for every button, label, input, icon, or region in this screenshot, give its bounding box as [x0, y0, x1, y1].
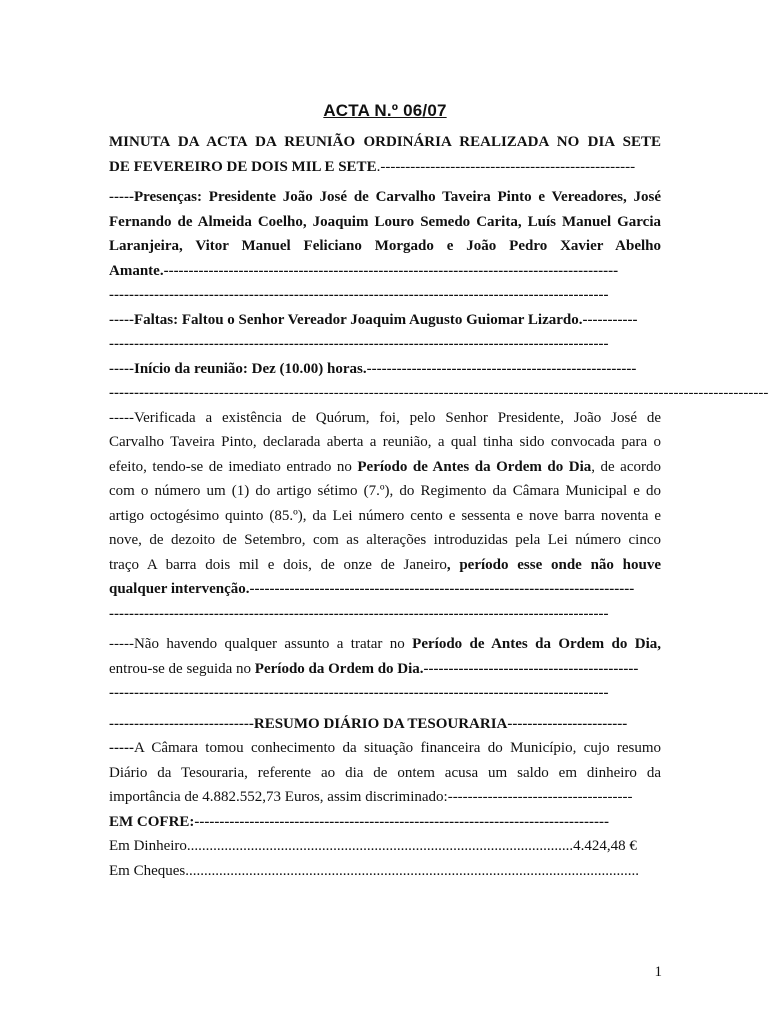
agenda-dashes: ------------------------------------------- — [423, 660, 639, 677]
agenda-text: entrou-se de seguida no — [109, 660, 255, 677]
quorum-text: , de acordo — [591, 458, 661, 475]
cash-dots: ....................................................................................................... — [186, 838, 574, 854]
presences-line: Fernando de Almeida Coelho, Joaquim Louro Semedo Carita, Luís Manuel Garcia — [109, 213, 661, 230]
cash-line — [109, 834, 661, 859]
heading-line: MINUTA DA ACTA DA REUNIÃO ORDINÁRIA REALIZADA NO DIA SETE — [109, 134, 661, 150]
separator-bold: ----------------- — [109, 385, 194, 401]
quorum-line — [109, 553, 661, 578]
treasury-text: A Câmara tomou conhecimento da situação financeira do Município, cujo resumo — [133, 740, 661, 756]
treasury-line — [109, 736, 661, 761]
quorum-line: qualquer intervenção.----------------------------------------------------------------------------- — [109, 581, 635, 597]
quorum-line: -----Verificada a existência de Quórum, foi, pelo Senhor Presidente, João José de — [109, 409, 661, 426]
quorum-line: nove, de dezoito de Setembro, com as alterações introduzidas pela Lei número cinco — [109, 532, 661, 548]
treasury-dashes: ----- — [109, 740, 134, 756]
start-line: -----Início da reunião: Dez (10.00) horas.------------------------------------------------------ — [109, 360, 637, 377]
quorum-emphasis: Período de Antes da Ordem do Dia — [357, 458, 592, 475]
heading-text: DE FEVEREIRO DE DOIS MIL E SETE — [109, 158, 377, 175]
cheques-label: Em Cheques — [109, 862, 186, 879]
agenda-emphasis: Período de Antes da Ordem do Dia, — [412, 636, 661, 652]
treasury-line: importância de 4.882.552,73 Euros, assim discriminado:------------------------------------- — [109, 789, 633, 805]
separator-line: ---------------------------------------------------------------------------------------------------- — [109, 685, 609, 701]
quorum-line — [109, 455, 661, 480]
presences-line: -----Presenças: Presidente João José de Carvalho Taveira Pinto e Vereadores, José — [109, 189, 661, 205]
separator-line — [109, 381, 769, 406]
cheques-dots: ......................................................................................................................... — [185, 862, 639, 879]
safe-heading: EM COFRE:----------------------------------------------------------------------------------- — [109, 813, 610, 830]
document-title: ACTA N.º 06/07 — [323, 101, 447, 120]
cash-label: Em Dinheiro — [109, 838, 187, 854]
quorum-line: com o número um (1) do artigo sétimo (7.º), do Regimento da Câmara Municipal e do — [109, 483, 661, 499]
separator-line: ---------------------------------------------------------------------------------------------------- — [109, 336, 609, 352]
absences-line: -----Faltas: Faltou o Senhor Vereador Joaquim Augusto Guiomar Lizardo.----------- — [109, 311, 638, 328]
agenda-text: -----Não havendo qualquer assunto a tratar no — [109, 636, 413, 652]
document-body — [109, 130, 769, 883]
separator-line: ---------------------------------------------------------------------------------------------------- — [109, 287, 609, 303]
cash-value: 4.424,48 € — [573, 838, 637, 854]
agenda-line — [109, 657, 661, 682]
treasury-line: Diário da Tesouraria, referente ao dia de ontem acusa um saldo em dinheiro da — [109, 764, 661, 781]
cheques-line — [109, 859, 661, 884]
heading-dashes: .--------------------------------------------------- — [376, 158, 636, 175]
quorum-text: traço A barra dois mil e dois, de onze de Janeiro — [109, 556, 447, 573]
presences-line: Laranjeira, Vitor Manuel Feliciano Morgado e João Pedro Xavier Abelho — [109, 238, 661, 254]
presences-line: Amante.------------------------------------------------------------------------------------------- — [109, 262, 619, 279]
page-number: 1 — [654, 964, 662, 980]
quorum-line: Carvalho Taveira Pinto, declarada aberta a reunião, a qual tinha sido convocada para o — [109, 434, 661, 450]
agenda-emphasis: Período da Ordem do Dia. — [254, 660, 424, 677]
quorum-text: efeito, tendo-se de imediato entrado no — [109, 458, 358, 475]
treasury-heading: -----------------------------RESUMO DIÁRIO DA TESOURARIA------------------------ — [109, 715, 628, 732]
separator-line: ---------------------------------------------------------------------------------------------------- — [109, 605, 609, 622]
quorum-emphasis: , período esse onde não houve — [446, 556, 662, 573]
agenda-line — [109, 632, 661, 657]
quorum-line: artigo octogésimo quinto (85.º), da Lei número cento e sessenta e nove barra noventa e — [109, 507, 661, 524]
heading-line — [109, 155, 661, 180]
separator-regular: ------------------------------------------------------------------------------------------------------------------- — [193, 385, 769, 401]
